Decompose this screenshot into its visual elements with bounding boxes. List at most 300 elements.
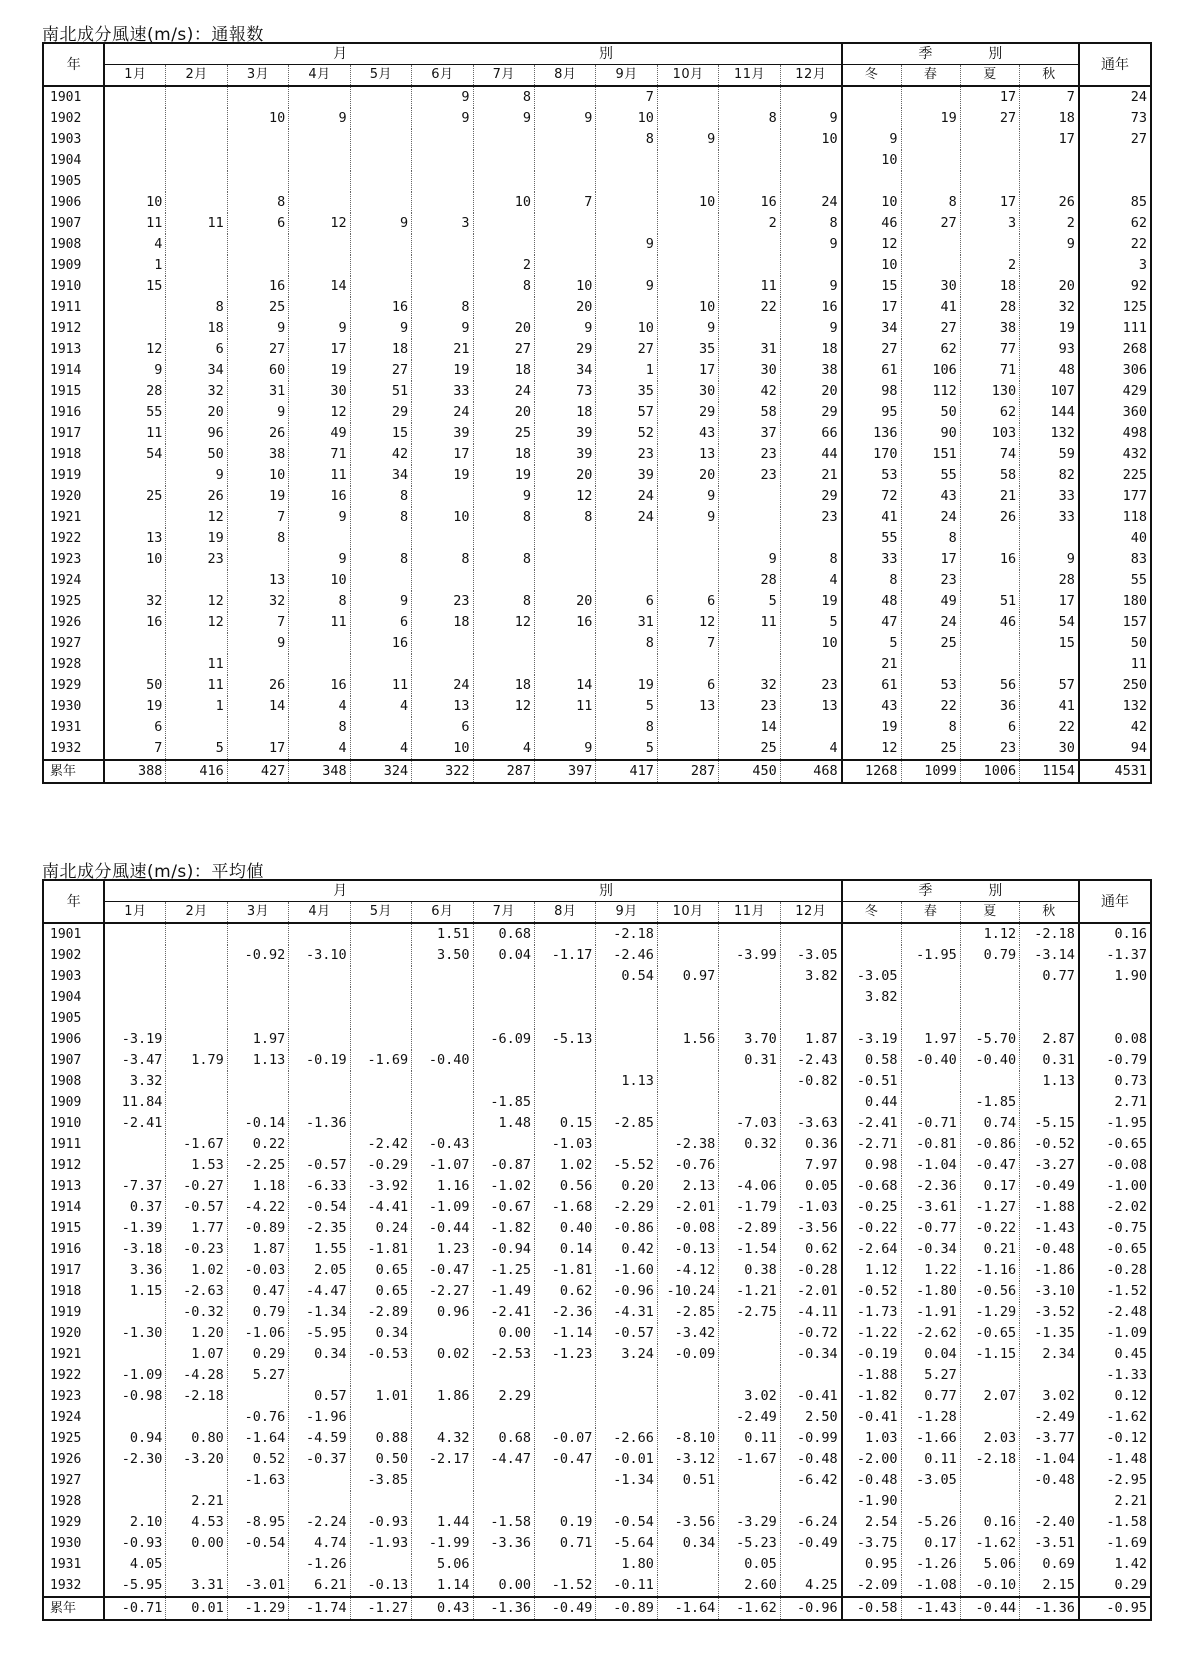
data-cell bbox=[412, 129, 473, 150]
data-cell: -1.93 bbox=[350, 1533, 411, 1554]
data-cell bbox=[350, 150, 411, 171]
data-cell: 0.38 bbox=[719, 1260, 780, 1281]
annual-cell: 62 bbox=[1079, 213, 1151, 234]
data-cell: -1.62 bbox=[719, 1597, 780, 1620]
data-cell: 24 bbox=[473, 381, 534, 402]
data-cell: 8 bbox=[901, 717, 960, 738]
data-cell: 20 bbox=[473, 402, 534, 423]
data-cell: -4.22 bbox=[227, 1197, 288, 1218]
data-cell: 28 bbox=[960, 297, 1019, 318]
data-cell: 1.07 bbox=[166, 1344, 227, 1365]
data-cell bbox=[596, 654, 657, 675]
data-cell: 15 bbox=[842, 276, 901, 297]
data-cell: -0.52 bbox=[1020, 1134, 1079, 1155]
data-cell bbox=[289, 129, 350, 150]
data-cell bbox=[412, 987, 473, 1008]
data-cell bbox=[166, 86, 227, 108]
annual-cell: -2.48 bbox=[1079, 1302, 1151, 1323]
data-cell: 0.68 bbox=[473, 923, 534, 945]
season-group-header: 季 別 bbox=[842, 43, 1079, 65]
table-row bbox=[43, 528, 1151, 549]
annual-cell: 94 bbox=[1079, 738, 1151, 760]
data-cell bbox=[104, 966, 165, 987]
data-cell: -0.48 bbox=[1020, 1470, 1079, 1491]
annual-cell: -1.95 bbox=[1079, 1113, 1151, 1134]
data-cell: 0.01 bbox=[166, 1597, 227, 1620]
data-cell bbox=[227, 717, 288, 738]
data-cell: 9 bbox=[1020, 234, 1079, 255]
data-cell: 17 bbox=[227, 738, 288, 760]
year-cell: 1927 bbox=[43, 633, 104, 654]
data-cell: -2.18 bbox=[960, 1449, 1019, 1470]
annual-cell: 0.12 bbox=[1079, 1386, 1151, 1407]
data-cell bbox=[535, 1050, 596, 1071]
data-cell: -7.03 bbox=[719, 1113, 780, 1134]
month-header: 9月 bbox=[596, 902, 657, 924]
data-cell: 2.34 bbox=[1020, 1344, 1079, 1365]
year-cell: 1921 bbox=[43, 1344, 104, 1365]
data-cell: 19 bbox=[227, 486, 288, 507]
data-cell: 53 bbox=[842, 465, 901, 486]
data-cell: 6 bbox=[960, 717, 1019, 738]
data-cell bbox=[289, 923, 350, 945]
data-cell bbox=[719, 255, 780, 276]
data-cell: -1.73 bbox=[842, 1302, 901, 1323]
data-cell bbox=[535, 129, 596, 150]
data-cell: -0.92 bbox=[227, 945, 288, 966]
data-cell: 74 bbox=[960, 444, 1019, 465]
data-cell: 3.82 bbox=[780, 966, 841, 987]
data-cell: -5.13 bbox=[535, 1029, 596, 1050]
annual-cell: 0.16 bbox=[1079, 923, 1151, 945]
data-cell bbox=[473, 1554, 534, 1575]
data-cell: 7 bbox=[535, 192, 596, 213]
table-row bbox=[43, 1365, 1151, 1386]
data-cell bbox=[960, 1008, 1019, 1029]
data-cell: 417 bbox=[596, 760, 657, 783]
data-cell bbox=[657, 1491, 718, 1512]
month-header: 5月 bbox=[350, 65, 411, 87]
data-cell bbox=[719, 1008, 780, 1029]
data-cell: -1.36 bbox=[1020, 1597, 1079, 1620]
data-cell: -3.61 bbox=[901, 1197, 960, 1218]
annual-cell: -2.95 bbox=[1079, 1470, 1151, 1491]
data-cell: 9 bbox=[657, 507, 718, 528]
data-cell: 9 bbox=[596, 276, 657, 297]
header-row-groups bbox=[43, 880, 1151, 902]
data-cell: -1.06 bbox=[227, 1323, 288, 1344]
data-cell bbox=[596, 1029, 657, 1050]
data-cell: 0.57 bbox=[289, 1386, 350, 1407]
data-cell: 9 bbox=[780, 108, 841, 129]
data-cell: 0.36 bbox=[780, 1134, 841, 1155]
data-cell bbox=[350, 129, 411, 150]
data-cell bbox=[350, 86, 411, 108]
data-cell bbox=[166, 192, 227, 213]
data-cell: 7 bbox=[596, 86, 657, 108]
data-cell: 9 bbox=[780, 318, 841, 339]
data-cell bbox=[350, 654, 411, 675]
data-cell: -1.60 bbox=[596, 1260, 657, 1281]
data-cell: 0.74 bbox=[960, 1113, 1019, 1134]
data-cell bbox=[535, 1554, 596, 1575]
data-cell bbox=[657, 276, 718, 297]
data-cell: -1.54 bbox=[719, 1239, 780, 1260]
data-cell: -5.70 bbox=[960, 1029, 1019, 1050]
data-cell bbox=[350, 570, 411, 591]
annual-cell bbox=[1079, 171, 1151, 192]
data-cell: 8 bbox=[227, 192, 288, 213]
annual-cell: 132 bbox=[1079, 696, 1151, 717]
data-cell: 8 bbox=[412, 297, 473, 318]
data-cell bbox=[166, 987, 227, 1008]
data-cell: -1.96 bbox=[289, 1407, 350, 1428]
data-cell: 23 bbox=[719, 465, 780, 486]
data-cell: 9 bbox=[412, 86, 473, 108]
data-cell bbox=[412, 1491, 473, 1512]
data-cell: 9 bbox=[289, 108, 350, 129]
data-cell: 11 bbox=[289, 465, 350, 486]
data-cell: -0.54 bbox=[227, 1533, 288, 1554]
data-cell: 15 bbox=[1020, 633, 1079, 654]
data-cell: 32 bbox=[227, 591, 288, 612]
data-cell: 1.97 bbox=[901, 1029, 960, 1050]
data-cell bbox=[842, 86, 901, 108]
data-cell: -2.64 bbox=[842, 1239, 901, 1260]
data-cell: 16 bbox=[960, 549, 1019, 570]
table-row bbox=[43, 1008, 1151, 1029]
data-cell: 36 bbox=[960, 696, 1019, 717]
annual-cell: -1.69 bbox=[1079, 1533, 1151, 1554]
data-cell bbox=[412, 966, 473, 987]
data-cell: 0.00 bbox=[166, 1533, 227, 1554]
data-cell bbox=[719, 1071, 780, 1092]
data-cell: 287 bbox=[473, 760, 534, 783]
data-cell: 2.05 bbox=[289, 1260, 350, 1281]
data-cell: -0.54 bbox=[596, 1512, 657, 1533]
year-cell: 1932 bbox=[43, 738, 104, 760]
data-cell: 21 bbox=[842, 654, 901, 675]
data-cell: 1.77 bbox=[166, 1218, 227, 1239]
data-cell bbox=[166, 129, 227, 150]
data-cell: 0.32 bbox=[719, 1134, 780, 1155]
data-cell: 1.22 bbox=[901, 1260, 960, 1281]
data-cell: 20 bbox=[473, 318, 534, 339]
data-cell bbox=[473, 129, 534, 150]
data-cell: 50 bbox=[166, 444, 227, 465]
data-cell bbox=[901, 86, 960, 108]
data-cell: -1.14 bbox=[535, 1323, 596, 1344]
data-cell: 9 bbox=[227, 318, 288, 339]
data-cell bbox=[227, 1071, 288, 1092]
data-cell: 12 bbox=[473, 696, 534, 717]
data-cell: 28 bbox=[719, 570, 780, 591]
data-cell bbox=[901, 654, 960, 675]
data-cell: -2.36 bbox=[901, 1176, 960, 1197]
data-cell bbox=[657, 171, 718, 192]
data-cell: 112 bbox=[901, 381, 960, 402]
data-cell: 13 bbox=[780, 696, 841, 717]
data-cell bbox=[901, 923, 960, 945]
data-cell: 55 bbox=[842, 528, 901, 549]
data-cell bbox=[1020, 150, 1079, 171]
data-cell: 2.50 bbox=[780, 1407, 841, 1428]
season-header: 春 bbox=[901, 902, 960, 924]
data-cell: -0.57 bbox=[166, 1197, 227, 1218]
data-cell bbox=[350, 1092, 411, 1113]
data-cell: 0.31 bbox=[719, 1050, 780, 1071]
data-cell: -0.28 bbox=[780, 1260, 841, 1281]
year-cell: 1921 bbox=[43, 507, 104, 528]
data-cell bbox=[350, 1071, 411, 1092]
data-cell: 0.22 bbox=[227, 1134, 288, 1155]
data-cell: 32 bbox=[104, 591, 165, 612]
data-cell: -2.00 bbox=[842, 1449, 901, 1470]
data-cell: 1154 bbox=[1020, 760, 1079, 783]
data-cell: 23 bbox=[719, 444, 780, 465]
data-cell: 7 bbox=[227, 507, 288, 528]
data-cell bbox=[289, 171, 350, 192]
data-cell: 18 bbox=[412, 612, 473, 633]
data-cell: -1.85 bbox=[960, 1092, 1019, 1113]
data-cell bbox=[166, 1407, 227, 1428]
data-cell: 31 bbox=[596, 612, 657, 633]
data-cell: 19 bbox=[842, 717, 901, 738]
data-cell bbox=[166, 1092, 227, 1113]
data-cell: -0.48 bbox=[842, 1470, 901, 1491]
data-cell: -0.71 bbox=[901, 1113, 960, 1134]
data-cell: -0.47 bbox=[960, 1155, 1019, 1176]
data-cell: 16 bbox=[350, 633, 411, 654]
data-cell: 5.06 bbox=[960, 1554, 1019, 1575]
data-cell: 21 bbox=[960, 486, 1019, 507]
data-cell bbox=[227, 1386, 288, 1407]
data-cell bbox=[535, 987, 596, 1008]
data-cell: 5.06 bbox=[412, 1554, 473, 1575]
data-cell: 0.31 bbox=[1020, 1050, 1079, 1071]
data-cell: 144 bbox=[1020, 402, 1079, 423]
table-row bbox=[43, 966, 1151, 987]
data-cell bbox=[657, 1575, 718, 1597]
data-cell: -1.03 bbox=[780, 1197, 841, 1218]
data-cell: -1.64 bbox=[227, 1428, 288, 1449]
data-cell: -2.29 bbox=[596, 1197, 657, 1218]
annual-cell: 27 bbox=[1079, 129, 1151, 150]
data-cell: 2.03 bbox=[960, 1428, 1019, 1449]
data-cell bbox=[960, 528, 1019, 549]
year-cell: 1917 bbox=[43, 1260, 104, 1281]
data-cell bbox=[473, 297, 534, 318]
year-cell: 1902 bbox=[43, 945, 104, 966]
table-row bbox=[43, 1386, 1151, 1407]
data-cell: -1.03 bbox=[535, 1134, 596, 1155]
annual-cell: -1.52 bbox=[1079, 1281, 1151, 1302]
data-cell: 19 bbox=[473, 465, 534, 486]
data-cell: 1 bbox=[166, 696, 227, 717]
data-cell: -1.27 bbox=[350, 1597, 411, 1620]
data-cell bbox=[596, 570, 657, 591]
year-cell: 1914 bbox=[43, 360, 104, 381]
data-cell: -2.43 bbox=[780, 1050, 841, 1071]
data-cell bbox=[901, 966, 960, 987]
data-cell: -0.32 bbox=[166, 1302, 227, 1323]
data-cell: 37 bbox=[719, 423, 780, 444]
year-cell: 1931 bbox=[43, 1554, 104, 1575]
table-row bbox=[43, 1512, 1151, 1533]
data-cell: -5.95 bbox=[104, 1575, 165, 1597]
data-cell bbox=[1020, 171, 1079, 192]
data-cell: 0.79 bbox=[227, 1302, 288, 1323]
data-cell bbox=[412, 171, 473, 192]
annual-cell: 1.42 bbox=[1079, 1554, 1151, 1575]
data-cell bbox=[104, 150, 165, 171]
data-cell: 30 bbox=[719, 360, 780, 381]
table-row bbox=[43, 696, 1151, 717]
annual-cell: 360 bbox=[1079, 402, 1151, 423]
data-cell: 62 bbox=[901, 339, 960, 360]
data-cell: 1.86 bbox=[412, 1386, 473, 1407]
data-cell bbox=[473, 717, 534, 738]
data-cell: -6.09 bbox=[473, 1029, 534, 1050]
data-cell bbox=[473, 570, 534, 591]
data-cell: 22 bbox=[901, 696, 960, 717]
data-cell bbox=[780, 171, 841, 192]
data-cell: 27 bbox=[901, 213, 960, 234]
data-cell: -6.42 bbox=[780, 1470, 841, 1491]
data-cell: 8 bbox=[596, 717, 657, 738]
data-cell: 7 bbox=[1020, 86, 1079, 108]
data-cell bbox=[473, 633, 534, 654]
data-cell bbox=[227, 150, 288, 171]
data-cell: -4.28 bbox=[166, 1365, 227, 1386]
month-header: 1月 bbox=[104, 65, 165, 87]
data-cell: 12 bbox=[289, 213, 350, 234]
data-cell bbox=[596, 1050, 657, 1071]
data-cell: -0.96 bbox=[596, 1281, 657, 1302]
data-cell: 11.84 bbox=[104, 1092, 165, 1113]
data-cell: 136 bbox=[842, 423, 901, 444]
data-cell: 16 bbox=[289, 486, 350, 507]
data-cell: 0.47 bbox=[227, 1281, 288, 1302]
data-cell bbox=[289, 1071, 350, 1092]
data-cell: 3.32 bbox=[104, 1071, 165, 1092]
data-cell: -0.52 bbox=[842, 1281, 901, 1302]
data-cell: 6 bbox=[350, 612, 411, 633]
data-cell: 34 bbox=[166, 360, 227, 381]
data-cell: 12 bbox=[842, 234, 901, 255]
data-cell: -3.29 bbox=[719, 1512, 780, 1533]
annual-cell: 225 bbox=[1079, 465, 1151, 486]
data-cell: 1.15 bbox=[104, 1281, 165, 1302]
data-cell bbox=[227, 234, 288, 255]
data-cell: 9 bbox=[842, 129, 901, 150]
data-cell: -2.09 bbox=[842, 1575, 901, 1597]
data-cell: -2.24 bbox=[289, 1512, 350, 1533]
data-cell: -2.89 bbox=[719, 1218, 780, 1239]
data-cell bbox=[412, 192, 473, 213]
data-cell bbox=[227, 1491, 288, 1512]
data-cell: -0.51 bbox=[842, 1071, 901, 1092]
year-cell: 1912 bbox=[43, 1155, 104, 1176]
data-cell: 4.25 bbox=[780, 1575, 841, 1597]
data-cell: 93 bbox=[1020, 339, 1079, 360]
data-cell: -0.41 bbox=[780, 1386, 841, 1407]
data-cell: -1.79 bbox=[719, 1197, 780, 1218]
data-cell: 12 bbox=[842, 738, 901, 760]
data-cell: 23 bbox=[901, 570, 960, 591]
annual-cell: -1.33 bbox=[1079, 1365, 1151, 1386]
data-cell bbox=[227, 549, 288, 570]
data-cell: -1.16 bbox=[960, 1260, 1019, 1281]
data-cell bbox=[227, 255, 288, 276]
data-cell: -2.30 bbox=[104, 1449, 165, 1470]
data-cell bbox=[901, 1491, 960, 1512]
data-cell bbox=[104, 923, 165, 945]
data-cell: 1.80 bbox=[596, 1554, 657, 1575]
year-cell: 1902 bbox=[43, 108, 104, 129]
data-cell: 15 bbox=[104, 276, 165, 297]
data-cell: 22 bbox=[1020, 717, 1079, 738]
table-row bbox=[43, 1491, 1151, 1512]
data-cell: 10 bbox=[596, 108, 657, 129]
data-cell: 1.20 bbox=[166, 1323, 227, 1344]
data-cell: -1.08 bbox=[901, 1575, 960, 1597]
data-cell: -1.39 bbox=[104, 1218, 165, 1239]
data-cell: -0.23 bbox=[166, 1239, 227, 1260]
data-cell: 27 bbox=[227, 339, 288, 360]
data-cell: 42 bbox=[350, 444, 411, 465]
table-row bbox=[43, 1323, 1151, 1344]
year-cell: 1917 bbox=[43, 423, 104, 444]
data-cell: -1.82 bbox=[473, 1218, 534, 1239]
data-cell bbox=[289, 297, 350, 318]
data-cell bbox=[780, 654, 841, 675]
data-cell bbox=[719, 507, 780, 528]
data-cell: 18 bbox=[960, 276, 1019, 297]
data-cell: -1.04 bbox=[1020, 1449, 1079, 1470]
data-cell bbox=[719, 1365, 780, 1386]
annual-cell: 250 bbox=[1079, 675, 1151, 696]
data-cell: -2.41 bbox=[473, 1302, 534, 1323]
table-row bbox=[43, 1134, 1151, 1155]
data-cell bbox=[719, 86, 780, 108]
data-cell: 10 bbox=[473, 192, 534, 213]
data-cell: 9 bbox=[473, 486, 534, 507]
annual-cell: -0.28 bbox=[1079, 1260, 1151, 1281]
data-cell: 24 bbox=[596, 486, 657, 507]
data-cell: 0.58 bbox=[842, 1050, 901, 1071]
data-cell: -0.22 bbox=[842, 1218, 901, 1239]
data-cell: 23 bbox=[780, 507, 841, 528]
data-cell: 19 bbox=[104, 696, 165, 717]
data-cell: -2.35 bbox=[289, 1218, 350, 1239]
data-cell: 14 bbox=[535, 675, 596, 696]
data-cell: 32 bbox=[1020, 297, 1079, 318]
data-cell: -1.21 bbox=[719, 1281, 780, 1302]
data-cell: 14 bbox=[227, 696, 288, 717]
month-header: 6月 bbox=[412, 65, 473, 87]
data-cell bbox=[166, 108, 227, 129]
data-cell bbox=[657, 255, 718, 276]
year-cell: 1914 bbox=[43, 1197, 104, 1218]
data-cell: 27 bbox=[960, 108, 1019, 129]
data-cell: 0.96 bbox=[412, 1302, 473, 1323]
data-cell: 21 bbox=[780, 465, 841, 486]
data-cell bbox=[842, 1008, 901, 1029]
data-cell bbox=[289, 1092, 350, 1113]
data-cell bbox=[166, 1071, 227, 1092]
data-cell bbox=[166, 276, 227, 297]
